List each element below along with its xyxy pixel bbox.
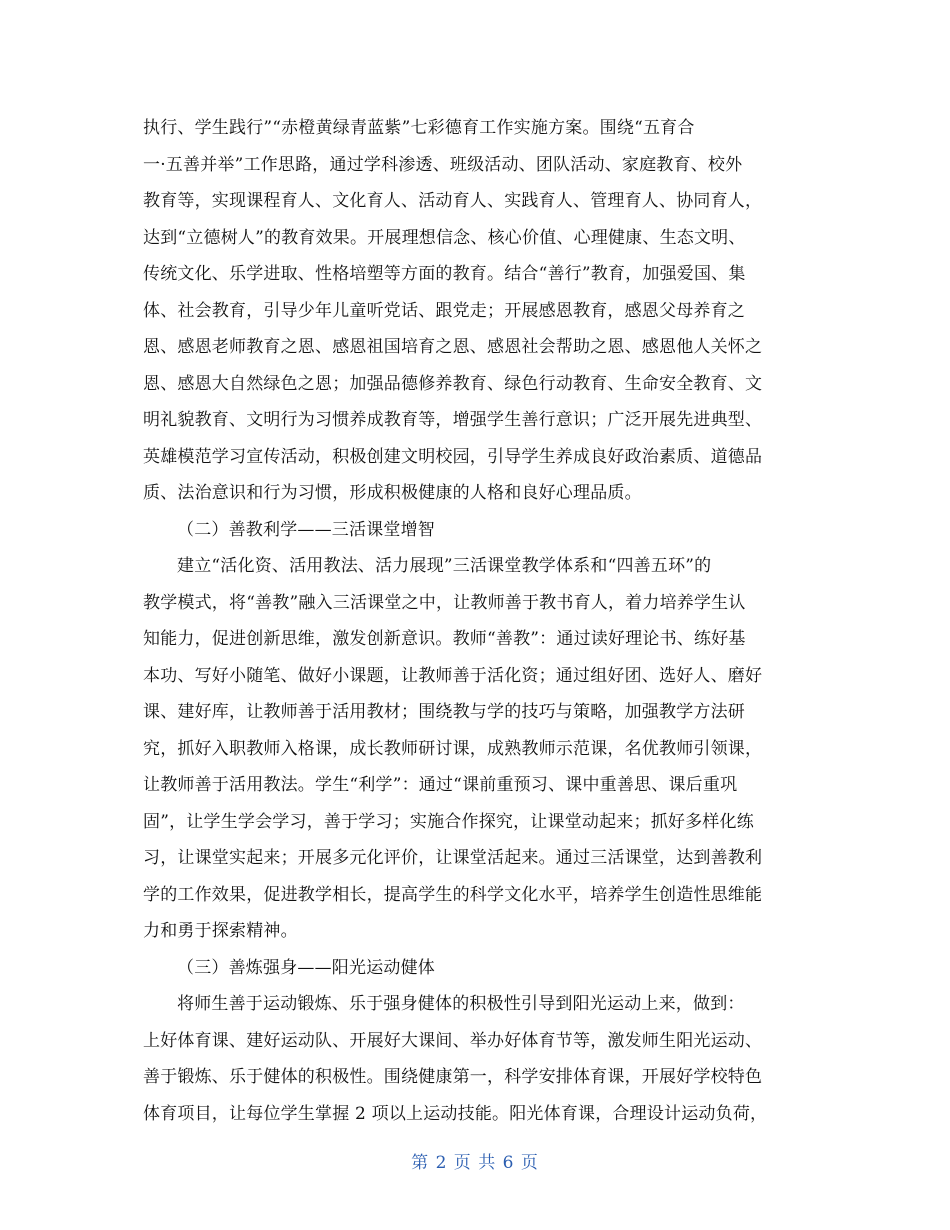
section-heading: （二）善教利学——三活课堂增智 [177,519,435,540]
text-line: 固”，让学生学会学习，善于学习；实施合作探究，让课堂动起来；抓好多样化练 [143,811,754,832]
text-line: 达到“立德树人”的教育效果。开展理想信念、核心价值、心理健康、生态文明、 [143,227,746,248]
section-heading: （三）善炼强身——阳光运动健体 [177,957,435,978]
paragraph-first-line: 将师生善于运动锻炼、乐于强身健体的积极性引导到阳光运动上来，做到： [177,994,745,1014]
text-line: 知能力，促进创新思维，激发创新意识。教师“善教”：通过读好理论书、练好基 [143,629,746,649]
text-line: 教育等，实现课程育人、文化育人、活动育人、实践育人、管理育人、协同育人， [143,191,763,211]
text-line: 学的工作效果，促进教学相长，提高学生的科学文化水平，培养学生创造性思维能 [143,884,763,905]
page-number: 第 2 页 共 6 页 [411,1153,539,1173]
document-body [143,110,823,1132]
text-line: 善于锻炼、乐于健体的积极性。围绕健康第一，科学安排体育课，开展好学校特色 [143,1067,763,1087]
text-line: 英雄模范学习宣传活动，积极创建文明校园，引导学生养成良好政治素质、道德品 [143,446,763,467]
text-line: 本功、写好小随笔、做好小课题，让教师善于活化资；通过组好团、选好人、磨好 [143,665,763,686]
text-line: 质、法治意识和行为习惯，形成积极健康的人格和良好心理品质。 [143,483,642,503]
text-line: 体、社会教育，引导少年儿童听党话、跟党走；开展感恩教育，感恩父母养育之 [143,300,745,321]
text-line: 一·五善并举”工作思路，通过学科渗透、班级活动、团队活动、家庭教育、校外 [143,154,743,175]
text-line: 体育项目，让每位学生掌握 2 项以上运动技能。阳光体育课，合理设计运动负荷， [143,1103,768,1124]
text-line: 让教师善于活用教法。学生“利学”：通过“课前重预习、课中重善思、课后重巩 [143,775,738,795]
text-line: 明礼貌教育、文明行为习惯养成教育等，增强学生善行意识；广泛开展先进典型、 [143,410,763,430]
text-line: 习，让课堂实起来；开展多元化评价，让课堂活起来。通过三活课堂，达到善教利 [143,848,763,868]
text-line: 上好体育课、建好运动队、开展好大课间、举办好体育节等，激发师生阳光运动、 [143,1030,763,1051]
text-line: 恩、感恩大自然绿色之恩；加强品德修养教育、绿色行动教育、生命安全教育、文 [143,373,763,394]
text-line: 教学模式，将“善教”融入三活课堂之中，让教师善于教书育人，着力培养学生认 [143,592,746,613]
text-line: 究，抓好入职教师入格课，成长教师研讨课，成熟教师示范课，名优教师引领课， [143,738,763,759]
text-line: 课、建好库，让教师善于活用教材；围绕教与学的技巧与策略，加强教学方法研 [143,702,745,722]
text-line: 力和勇于探索精神。 [143,921,298,941]
text-line: 恩、感恩老师教育之恩、感恩祖国培育之恩、感恩社会帮助之恩、感恩他人关怀之 [143,337,763,357]
text-line: 传统文化、乐学进取、性格培塑等方面的教育。结合“善行”教育，加强爱国、集 [143,264,746,284]
paragraph-first-line: 建立“活化资、活用教法、活力展现”三活课堂教学体系和“四善五环”的 [177,556,712,576]
text-line: 执行、学生践行”“赤橙黄绿青蓝紫”七彩德育工作实施方案。围绕“五育合 [143,118,695,138]
